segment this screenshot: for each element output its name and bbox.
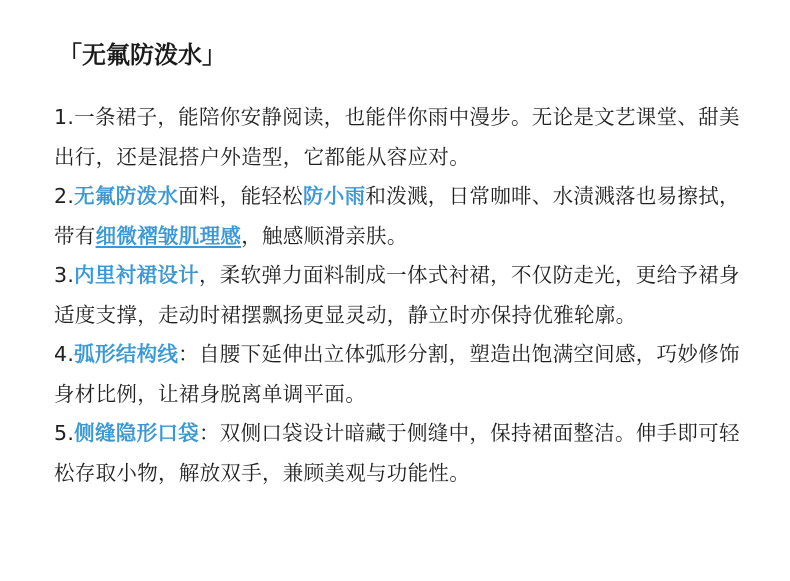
highlight-fluorine-free: 无氟防泼水	[74, 184, 179, 208]
highlight-curved-seam: 弧形结构线	[74, 342, 179, 366]
list-item	[54, 98, 754, 177]
list-item	[54, 414, 754, 493]
highlight-hidden-pocket: 侧缝隐形口袋	[74, 421, 199, 445]
section-title: 「无氟防泼水」	[58, 41, 226, 69]
highlight-rainproof: 防小雨	[302, 184, 366, 208]
item-number: 3.	[54, 263, 75, 287]
highlight-texture: 细微褶皱肌理感	[95, 223, 242, 248]
highlight-lining: 内里衬裙设计	[74, 263, 199, 287]
item-number: 1.	[54, 105, 75, 129]
item-number: 5.	[54, 421, 75, 445]
item-number: 2.	[54, 184, 75, 208]
feature-list	[54, 98, 754, 493]
item-text: ，触感顺滑亲肤。	[241, 223, 408, 248]
item-text: 一条裙子，能陪你安静阅读，也能伴你雨中漫步。无论是文艺课堂、甜美出行，还是混搭户外造型，它都能从容应对。	[54, 105, 740, 169]
item-text: ：自腰下延伸出立体弧形分割，塑造出饱满空间感，巧妙修饰身材比例，让裙身脱离单调平面。	[54, 342, 740, 406]
list-item	[54, 177, 754, 256]
item-text: 和泼溅，日常咖啡、水渍溅落也易擦拭，带有	[54, 184, 740, 248]
item-text: 面料，能轻松	[178, 184, 303, 208]
list-item	[54, 256, 754, 335]
item-text: ：双侧口袋设计暗藏于侧缝中，保持裙面整洁。伸手即可轻松存取小物，解放双手，兼顾美观与功能性。	[54, 421, 740, 485]
list-item	[54, 335, 754, 414]
item-number: 4.	[54, 342, 75, 366]
item-text: ，柔软弹力面料制成一体式衬裙，不仅防走光，更给予裙身适度支撑，走动时裙摆飘扬更显灵动，静立时亦保持优雅轮廓。	[54, 263, 740, 327]
